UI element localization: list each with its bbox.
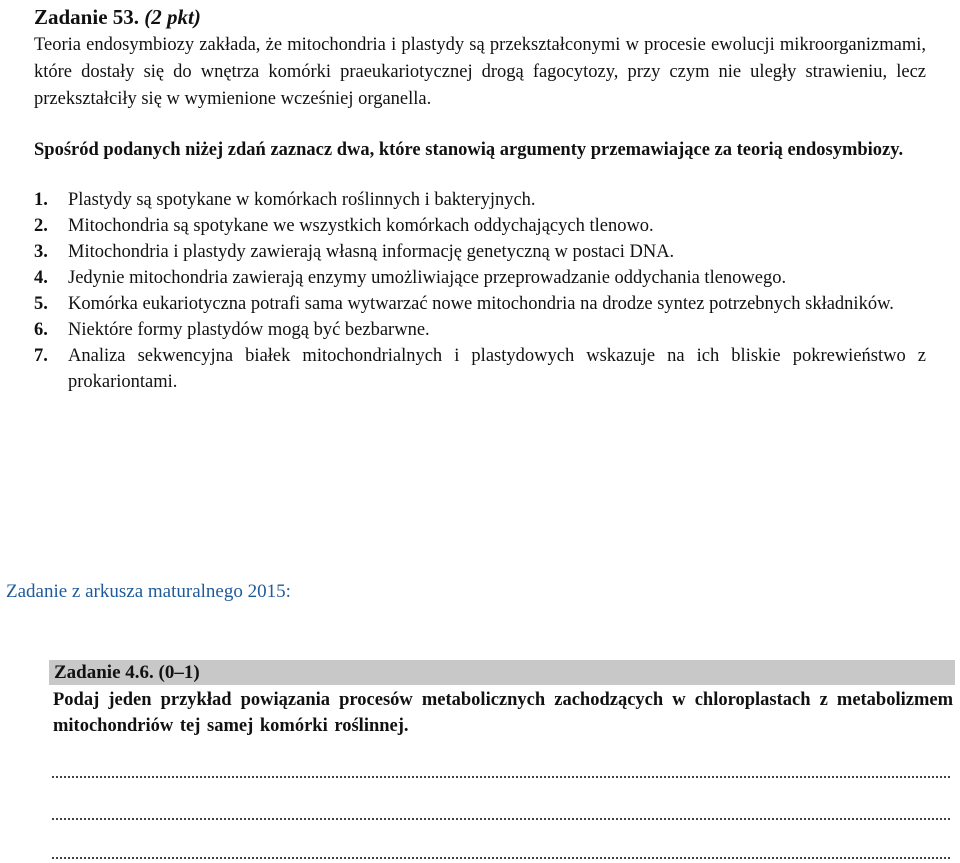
answer-line[interactable] xyxy=(52,818,950,820)
statement-item xyxy=(34,187,926,213)
task-4-6-prompt: Podaj jeden przykład powiązania procesów metabolicznych zachodzących w chloroplastach z metabolizmem mitochondriów tej samej komórki roślinnej. xyxy=(53,690,953,736)
task-53-points: (2 pkt) xyxy=(144,5,201,29)
statement-item xyxy=(34,265,926,291)
statement-text: Niektóre formy plastydów mogą być bezbarwne. xyxy=(68,320,430,340)
statement-number: 3. xyxy=(34,242,48,262)
task-53-number: Zadanie 53. xyxy=(34,5,140,29)
statement-number: 6. xyxy=(34,320,48,340)
statement-text: Mitochondria są spotykane we wszystkich komórkach oddychających tlenowo. xyxy=(68,216,654,236)
statement-number: 1. xyxy=(34,190,48,210)
statement-number: 5. xyxy=(34,294,48,314)
statement-text: Mitochondria i plastydy zawierają własną informację genetyczną w postaci DNA. xyxy=(68,242,675,262)
statement-item xyxy=(34,213,926,239)
task-4-6-header: Zadanie 4.6. (0–1) xyxy=(49,660,955,685)
statement-item xyxy=(34,291,926,317)
statement-text: Jedynie mitochondria zawierają enzymy umożliwiające przeprowadzanie oddychania tlenowego. xyxy=(68,268,787,288)
answer-line[interactable] xyxy=(52,776,950,778)
statement-item xyxy=(34,343,926,395)
statement-list xyxy=(34,187,926,395)
task-4-6-scan xyxy=(49,660,955,739)
answer-line[interactable] xyxy=(52,857,950,859)
statement-item xyxy=(34,239,926,265)
task-53-instruction: Spośród podanych niżej zdań zaznacz dwa, które stanowią argumenty przemawiające za teorią endosymbiozy. xyxy=(34,140,904,160)
task-53-scan xyxy=(34,4,926,395)
statement-text: Plastydy są spotykane w komórkach roślinnych i bakteryjnych. xyxy=(68,190,536,210)
statement-item xyxy=(34,317,926,343)
source-caption: Zadanie z arkusza maturalnego 2015: xyxy=(6,581,291,602)
statement-number: 2. xyxy=(34,216,48,236)
statement-text: Analiza sekwencyjna białek mitochondrialnych i plastydowych wskazuje na ich bliskie pokrewieństwo z prokariontami. xyxy=(68,346,926,392)
statement-number: 4. xyxy=(34,268,48,288)
statement-text: Komórka eukariotyczna potrafi sama wytwarzać nowe mitochondria na drodze syntez potrzebnych składników. xyxy=(68,294,894,314)
task-53-intro: Teoria endosymbiozy zakłada, że mitochondria i plastydy są przekształconymi w procesie ewolucji mikroorganizmami, które dostały się do wnętrza komórki praeukariotycznej drogą fagocytozy, przy czym nie uległy strawieniu, lecz przekształciły się w wymienione wcześniej organella. xyxy=(34,35,926,109)
task-53-title xyxy=(34,4,926,30)
statement-number: 7. xyxy=(34,346,48,366)
